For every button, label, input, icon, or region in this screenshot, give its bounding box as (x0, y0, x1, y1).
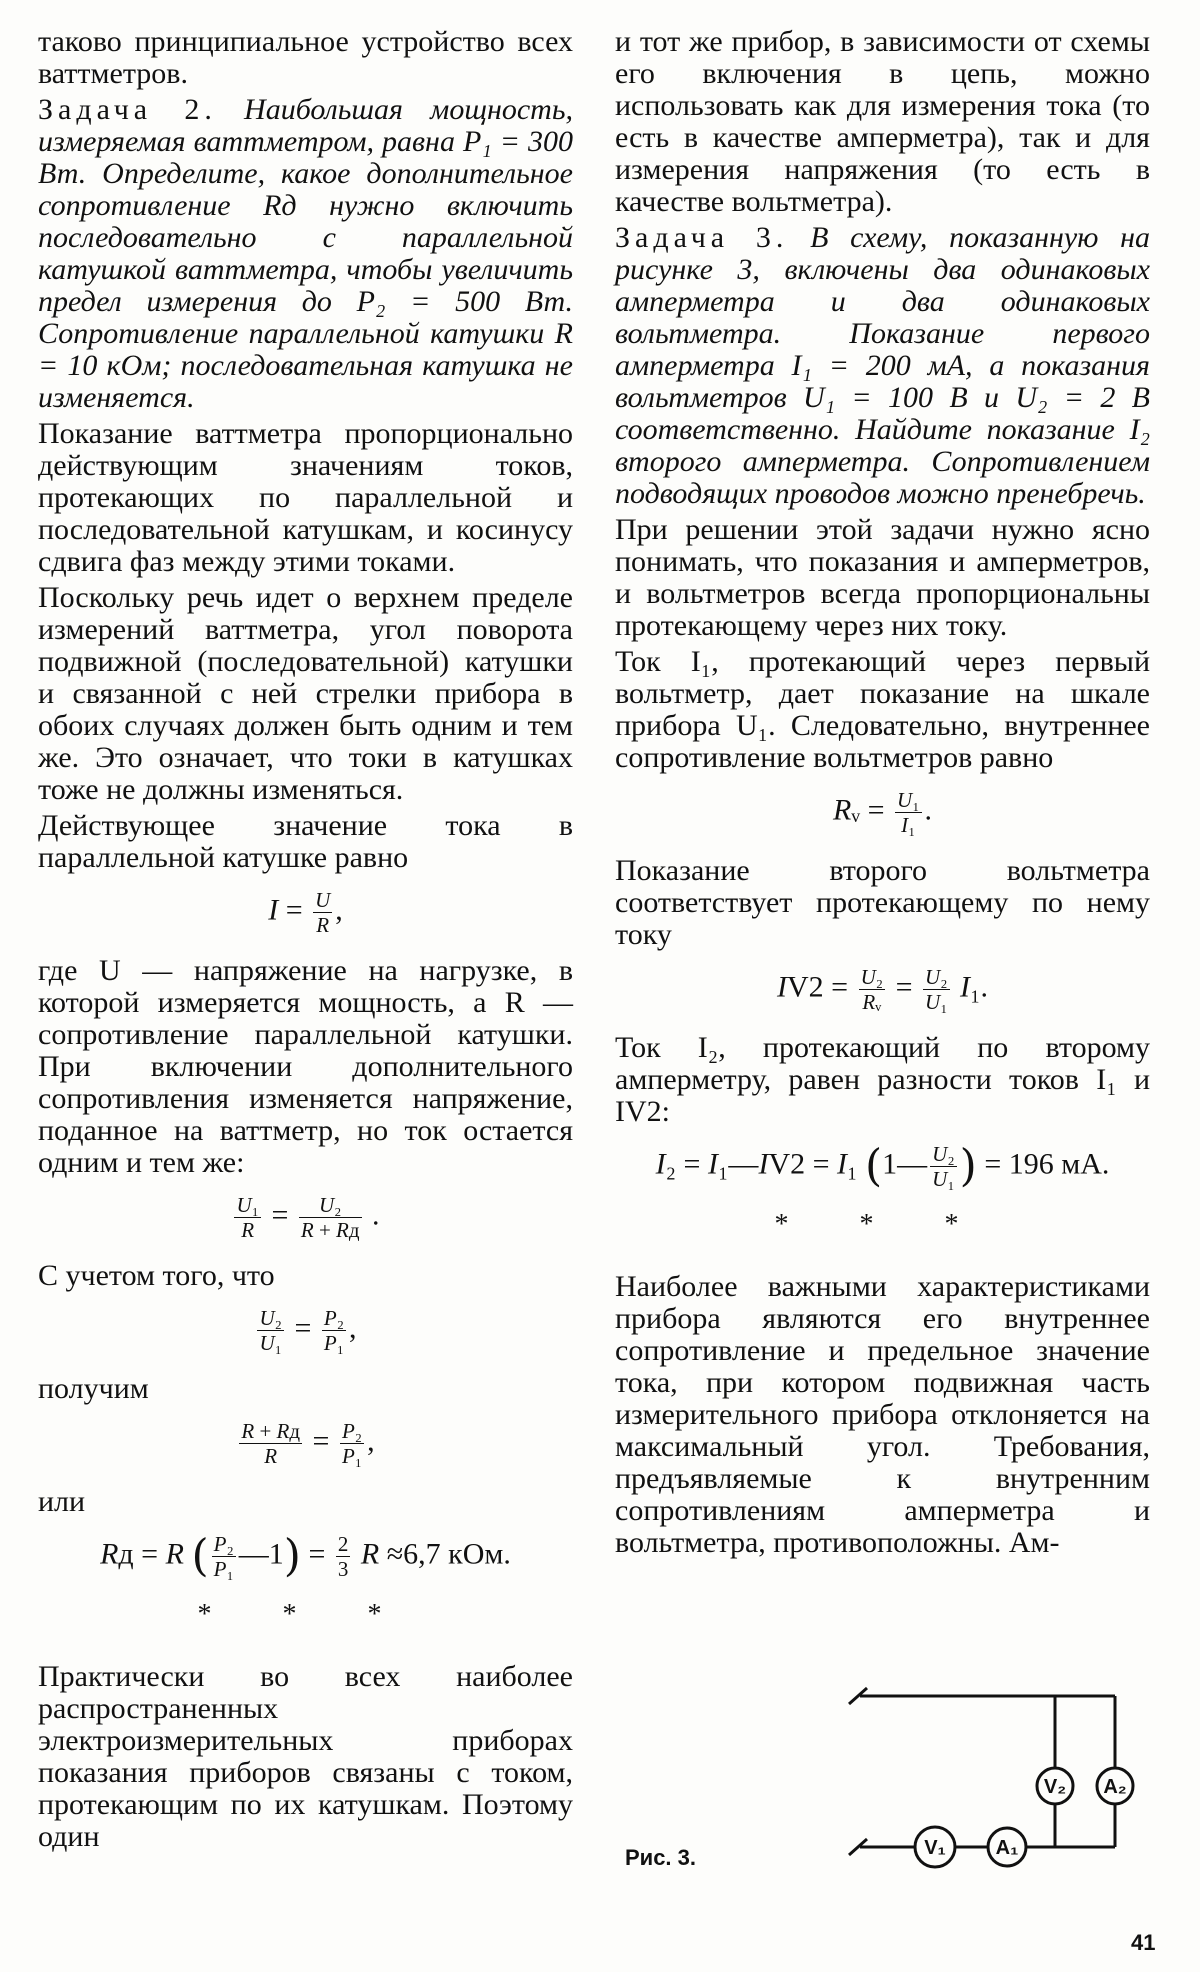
task-2 (38, 94, 573, 414)
formula-result: Rд = R ( $\frac{\text{P₂}}{\text{P₁}}$ —1) = $\frac{2}{3}$ R ≈6,7 кОм. (100, 1530, 511, 1582)
paragraph: С учетом того, что (38, 1259, 275, 1292)
page-number: 41 (1131, 1930, 1156, 1955)
paragraph: Ток I₁, протекающий через первый вольтметр, дает показание на шкале прибора U₁. Следовательно, внутреннее сопротивление вольтметров равно (615, 645, 1150, 774)
left-column (38, 26, 573, 1857)
circuit-diagram (615, 1680, 1175, 1875)
paragraph: Показание второго вольтметра соответствует протекающему по нему току (615, 854, 1150, 951)
paragraph: получим (38, 1372, 149, 1405)
task-3 (615, 222, 1150, 510)
paragraph: Действующее значение тока в параллельной катушке равно (38, 809, 573, 874)
task-3-text: В схему, показанную на рисунке 3, включены два одинаковых амперметра и два одинаковых вольтметра. Показание первого амперметра I₁ = 200 мА, а показания вольтметров U₁ = 100 В и U₂ = 2 В соответственно. Найдите показание I₂ второго амперметра. Сопротивлением подводящих проводов можно пренебречь. (615, 221, 1150, 510)
meter-a1-label: A₁ (995, 1837, 1019, 1859)
formula-ratio: $\frac{\text{U₂}}{\text{U₁}}$ = $\frac{\text{P₂}}{\text{P₁}}$ , (259, 1306, 357, 1355)
formula-i2: I₂ = I₁—IV2 = I₁ (1— $\frac{\text{U₂}}{\text{U₁}}$ ) = 196 мА. (655, 1140, 1110, 1192)
figure-caption: Рис. 3. (625, 1845, 697, 1870)
formula-resistance-ratio: $\frac{R + Rд}{R}$ = $\frac{\text{P₂}}{\text{P₁}}$ , (241, 1419, 375, 1468)
paragraph: Практически во всех наиболее распространенных электроизмерительных приборах показания приборов связаны с током, протекающим по их катушкам. Поэтому один (38, 1660, 573, 1853)
paragraph: Наиболее важными характеристиками прибора являются его внутреннее сопротивление и предельное значение тока, при котором подвижная часть измерительного прибора отклоняется на максимальный угол. Требования, предъявляемые к внутренним сопротивлениям амперметра и вольтметра, противоположны. Ам- (615, 1270, 1150, 1559)
paragraph: где U — напряжение на нагрузке, в которой измеряется мощность, а R — сопротивление параллельной катушки. При включении дополнительного сопротивления изменяется напряжение, поданное на ваттметр, но ток остается одним и тем же: (38, 954, 573, 1179)
formula-i2-tail: = 196 мА. (984, 1147, 1110, 1181)
task-3-label: Задача 3. (615, 221, 789, 254)
paragraph: и тот же прибор, в зависимости от схемы его включения в цепь, можно использовать как для измерения тока (то есть в качестве амперметра), так и для измерения напряжения (то есть в качестве вольтметра). (615, 25, 1150, 218)
paragraph: При решении этой задачи нужно ясно понимать, что показания и амперметров, и вольтметров всегда пропорциональны протекающему через них току. (615, 513, 1150, 642)
formula-equal-current: $\frac{\text{U₁}}{R}$ = $\frac{\text{U₂}}{R + Rд}$ . (236, 1193, 380, 1242)
paragraph: Поскольку речь идет о верхнем пределе измерений ваттметра, угол поворота подвижной (последовательной) катушки и связанной с ней стрелки прибора в обоих случаях должен быть одним и тем же. Это означает, что токи в катушках тоже не должны изменяться. (38, 581, 573, 806)
formula-result-tail: ≈6,7 кОм. (386, 1537, 511, 1571)
section-separator: * * * (774, 1209, 991, 1240)
paragraph: Показание ваттметра пропорционально действующим значениям токов, протекающих по параллельной и последовательной катушкам, и косинусу сдвига фаз между этими токами. (38, 417, 573, 578)
section-separator: * * * (197, 1599, 414, 1630)
task-2-label: Задача 2. (38, 93, 217, 126)
paragraph: таково принципиальное устройство всех ваттметров. (38, 25, 573, 90)
right-column (615, 26, 1150, 1563)
paragraph: или (38, 1485, 86, 1518)
formula-voltmeter-resistance: Rᵥ = $\frac{\text{U₁}}{\text{I₁}}$ . (832, 788, 933, 837)
meter-v2-label: V₂ (1043, 1776, 1067, 1798)
formula-iv2: IV2 = $\frac{\text{U₂}}{\text{Rᵥ}}$ = $\frac{\text{U₂}}{\text{U₁}}$ I₁. (777, 965, 988, 1014)
meter-a2-label: A₂ (1103, 1776, 1127, 1798)
task-2-text: Наибольшая мощность, измеряемая ваттметром, равна P₁ = 300 Вт. Определите, какое дополнительное сопротивление Rд нужно включить последовательно с параллельной катушкой ваттметра, чтобы увеличить предел измерения до P₂ = 500 Вт. Сопротивление параллельной катушки R = 10 кОм; последовательная катушка не изменяется. (38, 93, 573, 414)
meter-v1-label: V₁ (924, 1837, 946, 1859)
paragraph: Ток I₂, протекающий по второму амперметру, равен разности токов I₁ и IV2: (615, 1031, 1150, 1128)
formula-current: I = $\frac{U}{R}$ , (268, 888, 343, 937)
